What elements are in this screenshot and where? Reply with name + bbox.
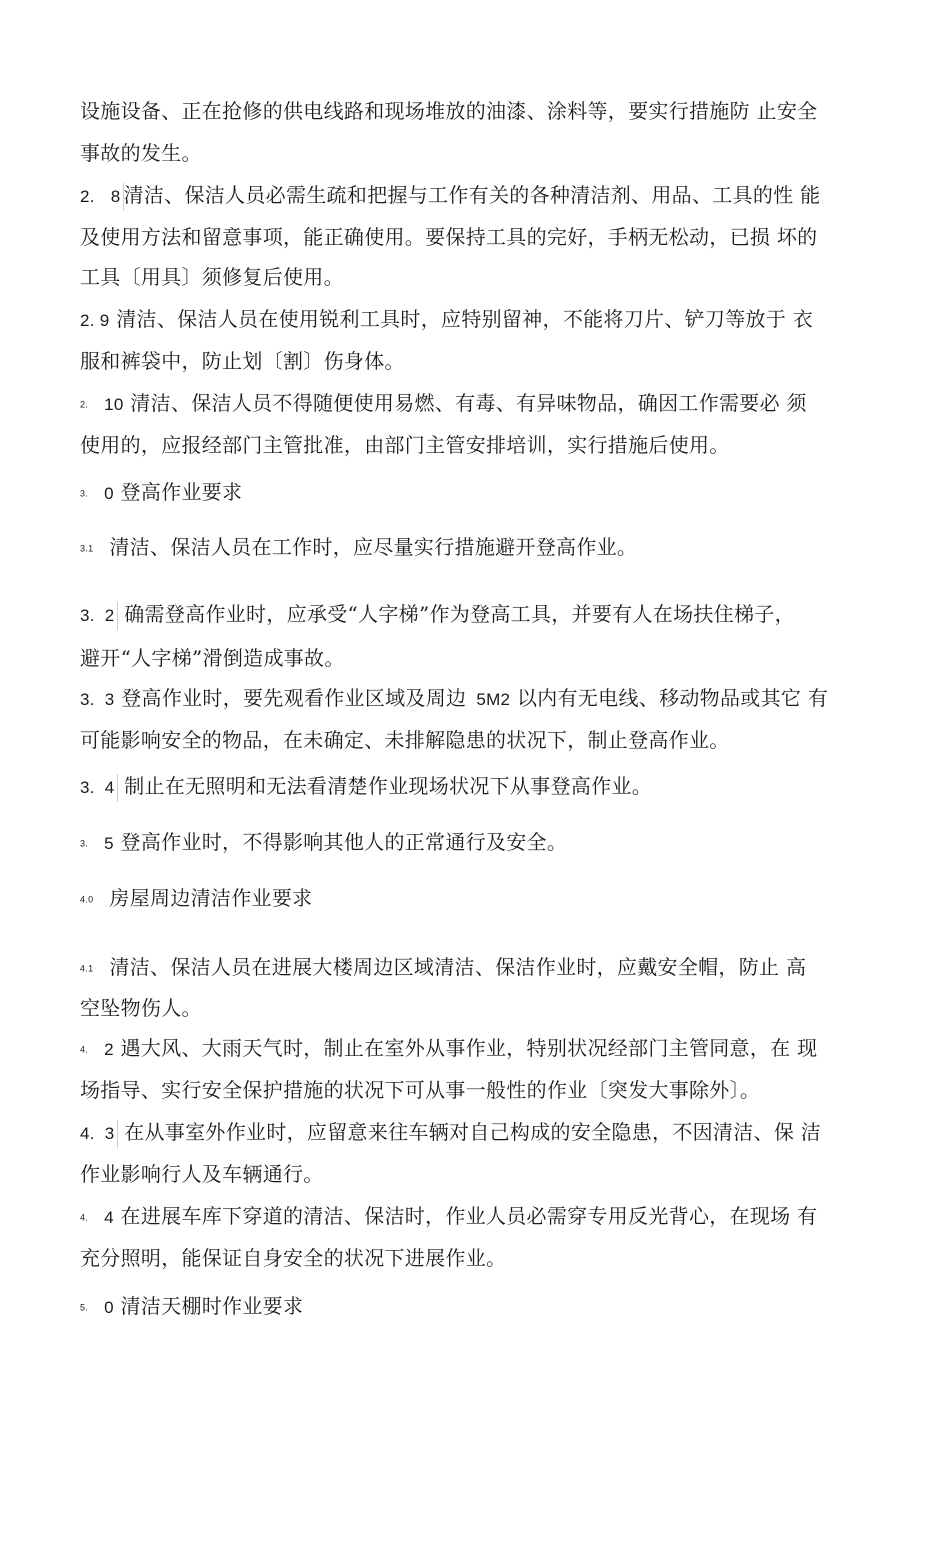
clause-number: 4.0 [80, 894, 94, 905]
section-title: 登高作业要求 [120, 480, 243, 504]
line-text: 清洁、保洁人员不得随便使用易燃、有毒、有异味物品，确因工作需要必 须 [130, 391, 807, 415]
paragraph-line [80, 1160, 870, 1188]
paragraph-line [80, 263, 870, 291]
line-text: 使用的，应报经部门主管批准，由部门主管安排培训，实行措施后使用。 [80, 433, 730, 457]
line-text: 清洁、保洁人员在进展大楼周边区域清洁、保洁作业时，应戴安全帽，防止 高 [109, 955, 807, 979]
line-text: 设施设备、正在抢修的供电线路和现场堆放的油漆、涂料等，要实行措施防 止安全 [80, 99, 818, 123]
paragraph-line [80, 223, 870, 251]
line-text: 清洁、保洁人员在工作时，应尽量实行措施避开登高作业。 [109, 535, 638, 559]
clause-number: 4. [80, 1212, 89, 1223]
clause-3-3 [80, 684, 870, 714]
paragraph-line [80, 994, 870, 1022]
clause-2-10 [80, 389, 870, 419]
line-text: 以内有无电线、移动物品或其它 有 [516, 686, 829, 710]
clause-4-3 [80, 1118, 870, 1148]
clause-subnumber: 0 [104, 484, 114, 503]
clause-number: 5. [80, 1302, 89, 1313]
line-text: 在从事室外作业时，应留意来往车辆对自己构成的安全隐患，不因清洁、保 洁 [124, 1120, 822, 1144]
line-text: 在进展车库下穿道的清洁、保洁时，作业人员必需穿专用反光背心，在现场 有 [120, 1204, 818, 1228]
clause-3-4 [80, 772, 870, 802]
clause-4-2 [80, 1034, 870, 1064]
section-heading-3 [80, 478, 870, 508]
line-text: 确需登高作业时，应承受“人字梯”作为登高工具，并要有人在场扶住梯子， [124, 602, 795, 626]
line-text: 场指导、实行安全保护措施的状况下可从事一般性的作业〔突发大事除外〕。 [80, 1078, 761, 1102]
area-value: 5M2 [476, 690, 511, 709]
paragraph-line [80, 97, 870, 125]
paragraph-line [80, 431, 870, 459]
clause-2-8 [80, 181, 870, 211]
clause-number: 3. 2 [80, 602, 118, 630]
line-text: 清洁、保洁人员必需生疏和把握与工作有关的各种清洁剂、用品、工具的性 能 [123, 183, 821, 207]
clause-number: 3. 4 [80, 774, 118, 802]
section-title: 清洁天棚时作业要求 [120, 1294, 304, 1318]
clause-subnumber: 3 [104, 690, 115, 709]
line-text: 制止在无照明和无法看清楚作业现场状况下从事登高作业。 [124, 774, 653, 798]
paragraph-line [80, 139, 870, 167]
line-text: 空坠物伤人。 [80, 996, 202, 1020]
clause-subnumber: 10 [104, 395, 124, 414]
clause-number: 3.1 [80, 543, 94, 554]
line-text: 可能影响安全的物品，在未确定、未排解隐患的状况下，制止登高作业。 [80, 728, 730, 752]
clause-number: 4. 3 [80, 1120, 118, 1148]
clause-number: 3. [80, 838, 89, 849]
line-text: 登高作业时，不得影响其他人的正常通行及安全。 [120, 830, 568, 854]
clause-4-4 [80, 1202, 870, 1232]
clause-subnumber: 0 [104, 1298, 114, 1317]
line-text: 登高作业时，要先观看作业区域及周边 [121, 686, 467, 710]
line-text: 遇大风、大雨天气时，制止在室外从事作业，特别状况经部门主管同意，在 现 [120, 1036, 818, 1060]
paragraph-line [80, 347, 870, 375]
clause-number: 4.1 [80, 963, 94, 974]
clause-4-1 [80, 953, 870, 983]
section-heading-4 [80, 884, 870, 914]
line-text: 避开“人字梯”滑倒造成事故。 [80, 646, 345, 670]
paragraph-line [80, 726, 870, 754]
clause-2-9 [80, 305, 870, 335]
clause-3-2 [80, 600, 870, 630]
clause-number: 2. [80, 399, 89, 410]
clause-number: 2. 8 [80, 183, 124, 211]
clause-3-5 [80, 828, 870, 858]
clause-number: 3. [80, 488, 89, 499]
paragraph-line [80, 644, 870, 672]
clause-number: 3. [80, 690, 95, 709]
section-title: 房屋周边清洁作业要求 [109, 886, 313, 910]
section-heading-5 [80, 1292, 870, 1322]
clause-subnumber: 5 [104, 834, 114, 853]
line-text: 作业影响行人及车辆通行。 [80, 1162, 324, 1186]
line-text: 服和裤袋中，防止划〔割〕伤身体。 [80, 349, 405, 373]
paragraph-line [80, 1244, 870, 1272]
paragraph-line [80, 1076, 870, 1104]
clause-number: 4. [80, 1044, 89, 1055]
clause-subnumber: 2 [104, 1040, 114, 1059]
clause-3-1 [80, 533, 870, 563]
line-text: 充分照明，能保证自身安全的状况下进展作业。 [80, 1246, 507, 1270]
line-text: 及使用方法和留意事项，能正确使用。要保持工具的完好，手柄无松动，已损 坏的 [80, 225, 818, 249]
line-text: 工具〔用具〕须修复后使用。 [80, 265, 344, 289]
clause-number: 2. 9 [80, 311, 110, 330]
clause-subnumber: 4 [104, 1208, 114, 1227]
line-text: 事故的发生。 [80, 141, 202, 165]
line-text: 清洁、保洁人员在使用锐利工具时，应特别留神，不能将刀片、铲刀等放于 衣 [116, 307, 814, 331]
